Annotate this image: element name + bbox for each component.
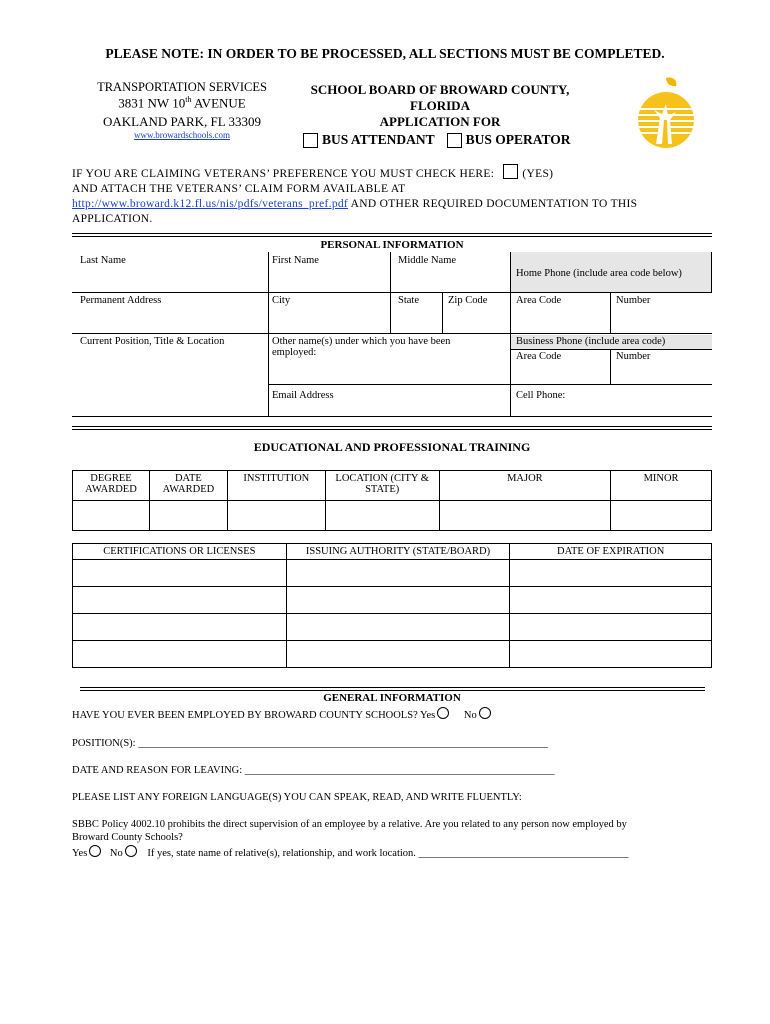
- current-position-label: Current Position, Title & Location: [80, 336, 225, 347]
- bus-operator-checkbox[interactable]: [447, 133, 462, 148]
- expiration-header: DATE OF EXPIRATION: [510, 544, 712, 560]
- street-number: 3831 NW 10: [118, 95, 186, 111]
- section-divider: [72, 426, 712, 430]
- certifications-header: CERTIFICATIONS OR LICENSES: [73, 544, 287, 560]
- board-line2: FLORIDA: [410, 98, 470, 113]
- state-label: State: [398, 295, 419, 306]
- bus-attendant-checkbox[interactable]: [303, 133, 318, 148]
- first-name-label: First Name: [272, 255, 319, 266]
- bus-operator-label: BUS OPERATOR: [465, 132, 571, 147]
- number-label-2: Number: [616, 351, 651, 362]
- degree-header: DEGREE AWARDED: [73, 471, 150, 501]
- positions-line[interactable]: POSITION(S): ______________________________________________________________________________: [72, 738, 548, 749]
- business-phone-label: Business Phone (include area code): [516, 336, 666, 347]
- veterans-line1: IF YOU ARE CLAIMING VETERANS’ PREFERENCE YOU MUST CHECK HERE:: [72, 168, 495, 180]
- row-line: [72, 292, 712, 293]
- row-line: [510, 349, 712, 350]
- cert-cell[interactable]: [73, 587, 287, 614]
- minor-header: MINOR: [611, 471, 712, 501]
- city-label: City: [272, 295, 291, 306]
- permanent-address-label: Permanent Address: [80, 295, 162, 306]
- expiration-cell[interactable]: [510, 587, 712, 614]
- cert-cell[interactable]: [73, 560, 287, 587]
- middle-name-label: Middle Name: [398, 255, 457, 266]
- personal-info-grid: [72, 252, 712, 418]
- related-question: [72, 845, 629, 859]
- col-line: [268, 252, 269, 416]
- expiration-cell[interactable]: [510, 641, 712, 668]
- expiration-cell[interactable]: [510, 614, 712, 641]
- related-no-label: No: [109, 848, 123, 859]
- veterans-line4: APPLICATION.: [72, 213, 153, 225]
- col-line: [610, 349, 611, 384]
- board-line3: APPLICATION FOR: [379, 114, 501, 129]
- section-divider: [80, 687, 705, 691]
- city-state-zip: OAKLAND PARK, FL 33309: [103, 114, 261, 129]
- board-title: [290, 82, 590, 130]
- cert-cell[interactable]: [73, 641, 287, 668]
- email-label: Email Address: [272, 390, 334, 401]
- other-names-label: Other name(s) under which you have been employed:: [272, 336, 451, 358]
- area-code-label: Area Code: [516, 295, 562, 306]
- col-line: [610, 292, 611, 333]
- row-line: [268, 384, 712, 385]
- authority-cell[interactable]: [286, 614, 510, 641]
- employed-no-label: No: [463, 710, 477, 721]
- employed-question: [72, 707, 493, 721]
- expiration-cell[interactable]: [510, 560, 712, 587]
- policy-line1: SBBC Policy 4002.10 prohibits the direct supervision of an employee by a relative. Are you related to any person now employed by: [72, 819, 627, 830]
- education-title: EDUCATIONAL AND PROFESSIONAL TRAINING: [253, 440, 531, 454]
- location-cell[interactable]: [325, 501, 439, 531]
- dept-name: TRANSPORTATION SERVICES: [97, 80, 267, 94]
- institution-header: INSTITUTION: [227, 471, 325, 501]
- institution-cell[interactable]: [227, 501, 325, 531]
- leaving-line[interactable]: DATE AND REASON FOR LEAVING: ___________________________________________________________: [72, 765, 555, 776]
- zip-label: Zip Code: [448, 295, 488, 306]
- employed-question-text: HAVE YOU EVER BEEN EMPLOYED BY BROWARD COUNTY SCHOOLS?: [72, 710, 418, 721]
- col-line: [510, 252, 511, 416]
- notice-heading: PLEASE NOTE: IN ORDER TO BE PROCESSED, ALL SECTIONS MUST BE COMPLETED.: [105, 46, 665, 61]
- date-awarded-header: DATE AWARDED: [149, 471, 227, 501]
- section-divider: [72, 233, 712, 237]
- veterans-yes-label: (YES): [522, 168, 554, 180]
- languages-line: PLEASE LIST ANY FOREIGN LANGUAGE(S) YOU CAN SPEAK, READ, AND WRITE FLUENTLY:: [72, 792, 522, 803]
- authority-cell[interactable]: [286, 641, 510, 668]
- employed-yes-label: Yes: [419, 710, 436, 721]
- col-line: [442, 292, 443, 333]
- website-text: www.browardschools.com: [134, 130, 230, 140]
- col-line: [390, 252, 391, 333]
- related-no-radio[interactable]: [125, 845, 137, 857]
- certifications-table: [72, 543, 712, 668]
- related-yes-label: Yes: [72, 848, 88, 859]
- row-line: [72, 416, 712, 417]
- employed-yes-radio[interactable]: [437, 707, 449, 719]
- personal-info-title: PERSONAL INFORMATION: [320, 239, 464, 251]
- street-name: AVENUE: [191, 95, 246, 111]
- general-info-title: GENERAL INFORMATION: [323, 692, 461, 704]
- website-link[interactable]: [72, 130, 292, 140]
- bus-attendant-label: BUS ATTENDANT: [322, 132, 435, 147]
- cell-phone-label: Cell Phone:: [516, 390, 566, 401]
- area-code-label-2: Area Code: [516, 351, 562, 362]
- major-header: MAJOR: [439, 471, 611, 501]
- school-board-logo-icon: [636, 74, 712, 150]
- related-yes-radio[interactable]: [89, 845, 101, 857]
- location-header: LOCATION (CITY & STATE): [325, 471, 439, 501]
- veterans-line3: AND OTHER REQUIRED DOCUMENTATION TO THIS: [348, 198, 638, 210]
- date-cell[interactable]: [149, 501, 227, 531]
- street-address: [72, 95, 292, 111]
- position-options: [303, 132, 571, 148]
- major-cell[interactable]: [439, 501, 611, 531]
- board-line1: SCHOOL BOARD OF BROWARD COUNTY,: [310, 82, 570, 97]
- last-name-label: Last Name: [80, 255, 126, 266]
- veterans-form-link[interactable]: http://www.broward.k12.fl.us/nis/pdfs/veterans_pref.pdf: [72, 198, 349, 210]
- education-table: [72, 470, 712, 531]
- policy-line2: Broward County Schools?: [72, 832, 183, 843]
- authority-cell[interactable]: [286, 587, 510, 614]
- veterans-section: [72, 164, 712, 227]
- relative-details-line[interactable]: If yes, state name of relative(s), relationship, and work location. ________________________________________: [147, 848, 629, 859]
- veterans-checkbox[interactable]: [503, 164, 518, 179]
- issuing-authority-header: ISSUING AUTHORITY (STATE/BOARD): [286, 544, 510, 560]
- number-label: Number: [616, 295, 651, 306]
- employed-no-radio[interactable]: [479, 707, 491, 719]
- cert-cell[interactable]: [73, 614, 287, 641]
- home-phone-label: Home Phone (include area code below): [516, 268, 682, 279]
- row-line: [72, 333, 712, 334]
- authority-cell[interactable]: [286, 560, 510, 587]
- veterans-line2: AND ATTACH THE VETERANS’ CLAIM FORM AVAILABLE AT: [72, 183, 406, 195]
- street-suffix: th: [185, 95, 192, 104]
- minor-cell[interactable]: [611, 501, 712, 531]
- degree-cell[interactable]: [73, 501, 150, 531]
